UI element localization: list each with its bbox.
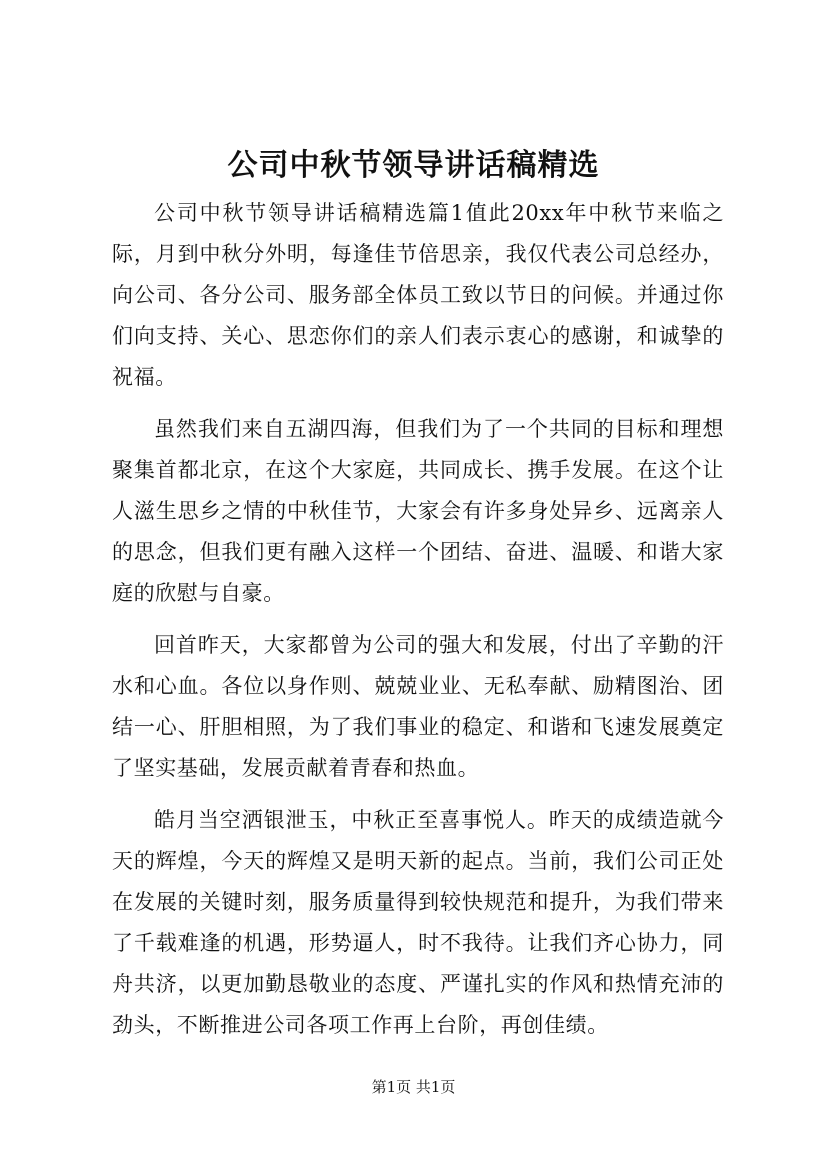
paragraph-2: 虽然我们来自五湖四海，但我们为了一个共同的目标和理想聚集首都北京，在这个大家庭，共同成长、携手发展。在这个让人滋生思乡之情的中秋佳节，大家会有许多身处异乡、远离亲人的思念，但我们更有融入这样一个团结、奋进、温暖、和谐大家庭的欣慰与自豪。: [112, 417, 724, 605]
paragraph-4: 皓月当空洒银泄玉，中秋正至喜事悦人。昨天的成绩造就今天的辉煌，今天的辉煌又是明天新的起点。当前，我们公司正处在发展的关键时刻，服务质量得到较快规范和提升，为我们带来了千载难逢的机遇，形势逼人，时不我待。让我们齐心协力，同舟共济，以更加勤恳敬业的态度、严谨扎实的作风和热情充沛的劲头，不断推进公司各项工作再上台阶，再创佳绩。: [112, 808, 724, 1037]
document-body: [112, 193, 724, 1057]
document-title: 公司中秋节领导讲话稿精选: [227, 148, 600, 183]
page-number-footer: 第1页 共1页: [371, 1078, 456, 1096]
paragraph-3: 回首昨天，大家都曾为公司的强大和发展，付出了辛勤的汗水和心血。各位以身作则、兢兢业业、无私奉献、励精图治、团结一心、肝胆相照，为了我们事业的稳定、和谐和飞速发展奠定了坚实基础，发展贡献着青春和热血。: [112, 633, 724, 780]
paragraph-1: 公司中秋节领导讲话稿精选篇1值此20xx年中秋节来临之际，月到中秋分外明，每逢佳节倍思亲，我仅代表公司总经办，向公司、各分公司、服务部全体员工致以节日的问候。并通过你们向支持、关心、思恋你们的亲人们表示衷心的感谢，和诚挚的祝福。: [112, 201, 724, 389]
